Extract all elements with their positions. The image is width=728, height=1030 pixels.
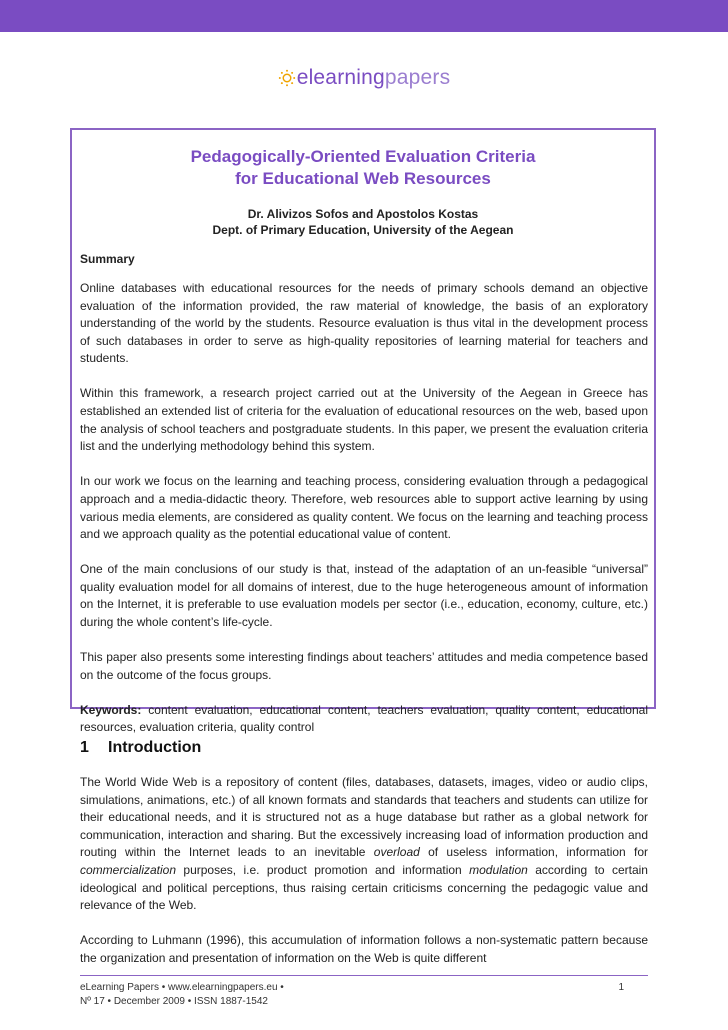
abstract-paragraph: This paper also presents some interesting findings about teachers’ attitudes and media competence based on the outcome of the focus groups. — [80, 650, 648, 682]
abstract-paragraph: Online databases with educational resources for the needs of primary schools demand an objective evaluation of the information provided, the raw material of knowledge, the basis of an exploratory understanding of the world by the students. Resource evaluation is thus vital in the development process of such databases in order to serve as high-quality repositories of learning material for teachers and students. — [80, 281, 648, 366]
abstract-body — [80, 280, 648, 737]
authors: Dr. Alivizos Sofos and Apostolos Kostas — [247, 207, 479, 221]
body-text: according to certain ideological and political perceptions, thus raising certain criticisms concerning the pedagogic value and relevance of the Web. — [80, 862, 648, 913]
page-number: 1 — [618, 982, 624, 993]
section-body — [80, 774, 648, 985]
body-paragraph: According to Luhmann (1996), this accumulation of information follows a non-systematic pattern because the organization and presentation of information on the Web is quite different — [80, 933, 648, 965]
emphasis-overload: overload — [373, 845, 420, 860]
footer-divider — [80, 975, 648, 976]
body-text: purposes, i.e. product promotion and information — [183, 862, 462, 877]
body-paragraph — [80, 774, 648, 915]
section-title: Introduction — [108, 739, 202, 756]
body-text: of useless information, information for — [428, 845, 649, 860]
footer — [80, 981, 648, 1009]
keywords — [80, 702, 648, 737]
author-block — [70, 206, 656, 238]
body-text: The World Wide Web is a repository of content (files, databases, datasets, images, video or audio clips, simulations, animations, etc.) of all known formats and standards that teachers and students can utilize for their educational needs, and it is structured not as a huge database but rather as a global network for communication, interaction and sharing. But the excessively increasing load of information production and routing within the Internet leads to an inevitable — [80, 775, 648, 860]
abstract-paragraph: One of the main conclusions of our study is that, instead of the adaptation of an un-feasible “universal” quality evaluation model for all domains of interest, due to the huge heterogeneous amount of information on the Internet, it is preferable to use evaluation models per sector (i.e., education, economy, culture, etc.) during the whole content’s life-cycle. — [80, 562, 648, 629]
footer-line-1: eLearning Papers • www.elearningpapers.eu • — [80, 982, 284, 993]
emphasis-modulation: modulation — [469, 862, 528, 877]
keywords-text: content evaluation, educational content, teachers evaluation, quality content, educational resources, evaluation criteria, quality control — [80, 702, 648, 735]
emphasis-commercialization: commercialization — [80, 862, 177, 877]
elearningpapers-logo — [0, 66, 728, 90]
logo-text-papers: papers — [384, 66, 451, 89]
keywords-label: Keywords: — [80, 702, 142, 717]
affiliation: Dept. of Primary Education, University of the Aegean — [212, 223, 514, 237]
title-line-2: for Educational Web Resources — [235, 169, 491, 188]
section-number: 1 — [80, 739, 89, 756]
title-line-1: Pedagogically-Oriented Evaluation Criteria — [190, 147, 536, 166]
summary-heading: Summary — [80, 252, 135, 266]
footer-line-2: Nº 17 • December 2009 • ISSN 1887-1542 — [80, 996, 268, 1007]
paper-title — [70, 146, 656, 190]
sun-logo-icon — [278, 69, 296, 87]
section-heading — [80, 739, 201, 757]
abstract-paragraph: In our work we focus on the learning and teaching process, considering evaluation through a pedagogical approach and a media-didactic theory. Therefore, web resources able to support active learning by using various media elements, are considered as quality content. We focus on the learning and teaching process and we approach quality as the potential educational value of content. — [80, 474, 648, 542]
abstract-paragraph: Within this framework, a research project carried out at the University of the Aegean in Greece has established an extended list of criteria for the evaluation of educational resources on the web, based upon the analysis of school teachers and postgraduate students. In this paper, we present the evaluation criteria list and the underlying methodology behind this system. — [80, 386, 648, 454]
logo-text-elearning: elearning — [296, 66, 385, 89]
header-bar — [0, 0, 728, 32]
